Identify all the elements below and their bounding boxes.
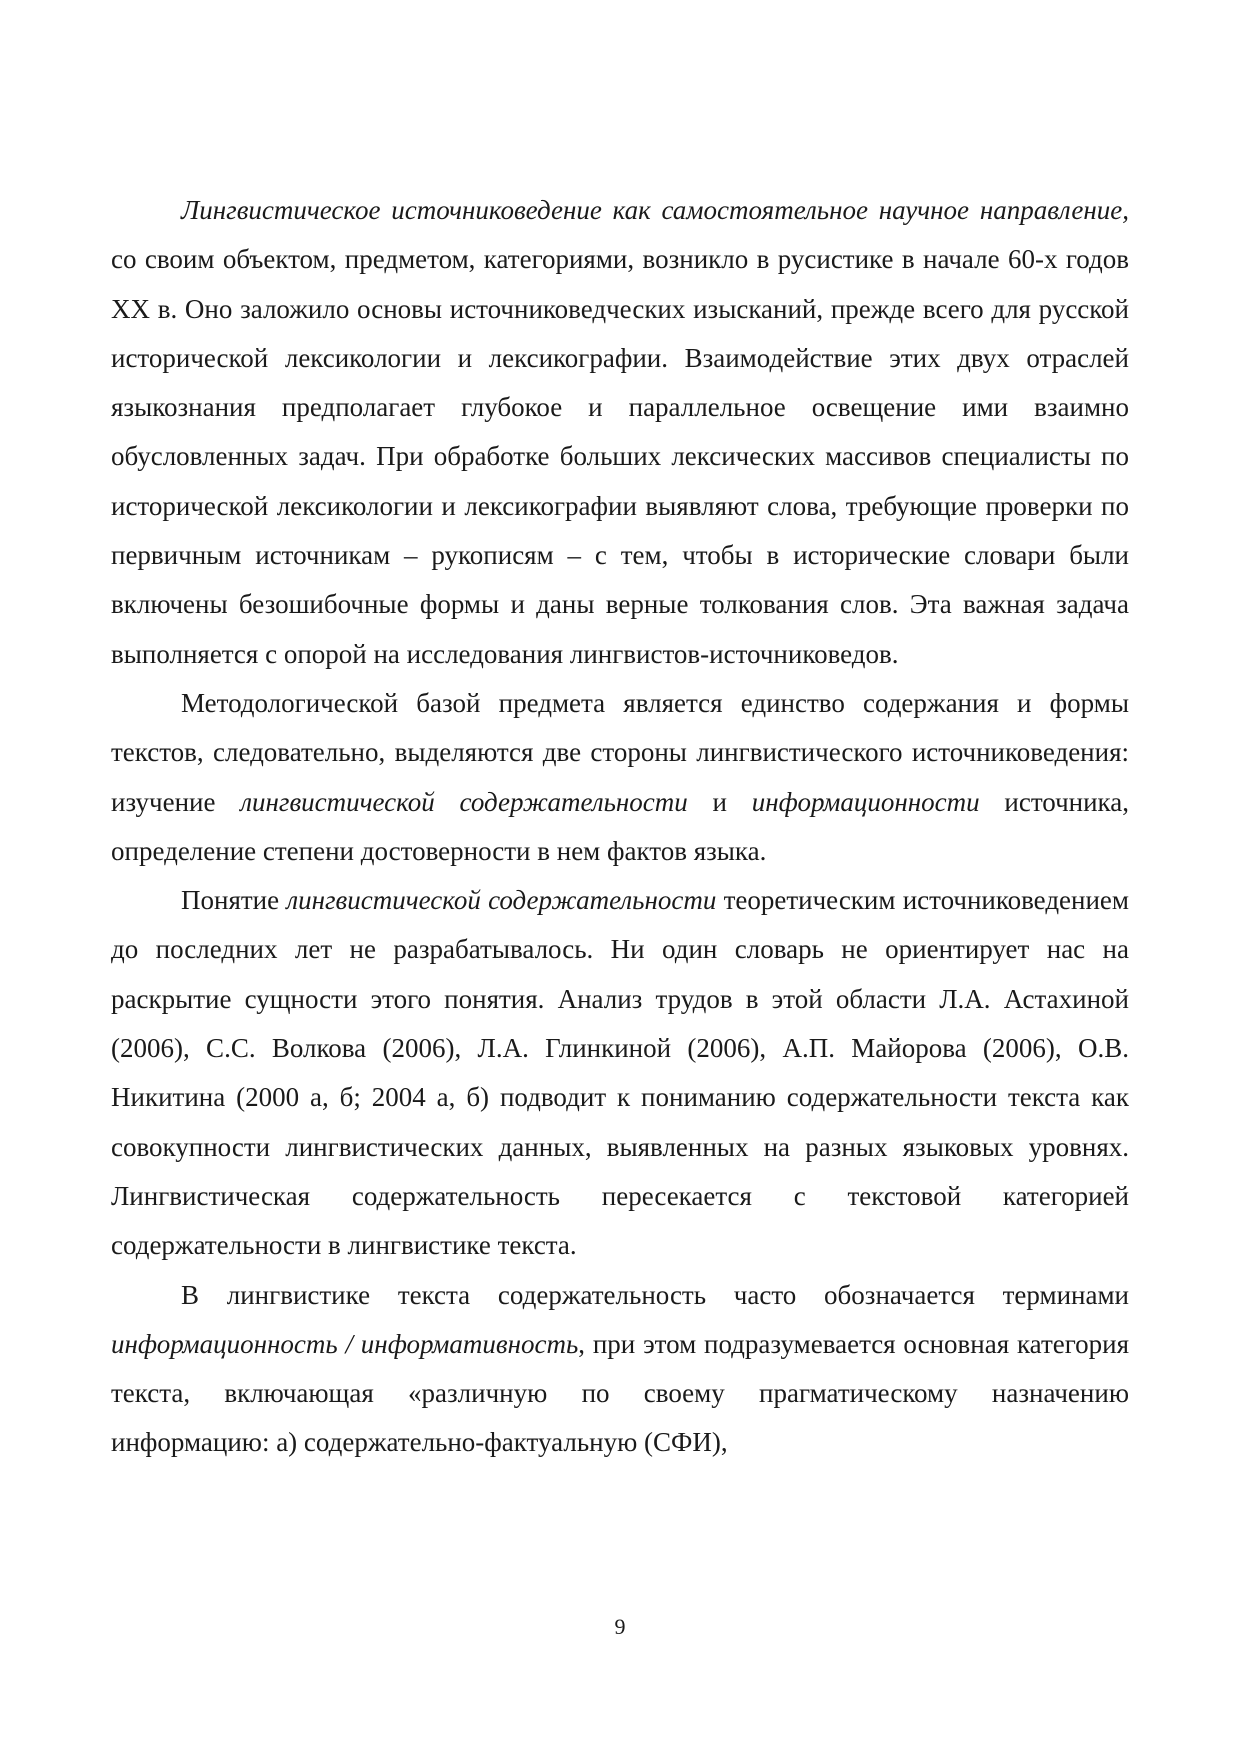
italic-term: лингвистической содержательности bbox=[286, 885, 717, 916]
italic-term: информационность / информативность bbox=[111, 1328, 579, 1359]
document-page bbox=[111, 186, 1129, 1468]
paragraph-text: Методологической базой предмета является единство содержания и формы текстов, следовательно, выделяются две стороны лингвистического источниковедения: изучение bbox=[111, 687, 1129, 817]
paragraph-2 bbox=[111, 679, 1129, 876]
paragraph-3 bbox=[111, 876, 1129, 1270]
paragraph-text: со своим объектом, предметом, категориями, возникло в русистике в начале 60-х годов XX в. Оно заложило основы источниковедческих изысканий, прежде всего для русской исторической лексикологии и лексикографии. Взаимодействие этих двух отраслей языкознания предполагает глубокое и параллельное освещение ими взаимно обусловленных задач. При обработке больших лексических массивов специалисты по исторической лексикологии и лексикографии выявляют слова, требующие проверки по первичным источникам – рукописям – с тем, чтобы в исторические словари были включены безошибочные формы и даны верные толкования слов. Эта важная задача выполняется с опорой на исследования лингвистов-источниковедов. bbox=[111, 244, 1129, 669]
italic-term: лингвистической содержательности bbox=[240, 786, 688, 817]
paragraph-text: , при этом подразумевается основная категория текста, включающая «различную по своему прагматическому назначению информацию: а) содержательно-фактуальную (СФИ), bbox=[111, 1328, 1129, 1458]
italic-term: информационности bbox=[751, 786, 980, 817]
paragraph-text: Понятие bbox=[181, 885, 287, 916]
paragraph-text: теоретическим источниковедением до последних лет не разрабатывалось. Ни один словарь не ориентирует нас на раскрытие сущности этого понятия. Анализ трудов в этой области Л.А. Астахиной (2006), С.С. Волкова (2006), Л.А. Глинкиной (2006), А.П. Майорова (2006), О.В. Никитина (2000 а, б; 2004 а, б) подводит к пониманию содержательности текста как совокупности лингвистических данных, выявленных на разных языковых уровнях. Лингвистическая содержательность пересекается с текстовой категорией содержательности в лингвистике текста. bbox=[111, 885, 1130, 1261]
paragraph-4 bbox=[111, 1271, 1129, 1468]
paragraph-1 bbox=[111, 186, 1129, 679]
page-number: 9 bbox=[614, 1614, 626, 1639]
paragraph-text: и bbox=[687, 786, 752, 817]
paragraph-text: источника, определение степени достоверности в нем фактов языка. bbox=[111, 786, 1129, 866]
paragraph-text: В лингвистике текста содержательность часто обозначается терминами bbox=[181, 1279, 1129, 1310]
italic-term: Лингвистическое источниковедение как самостоятельное научное направление, bbox=[181, 195, 1129, 225]
